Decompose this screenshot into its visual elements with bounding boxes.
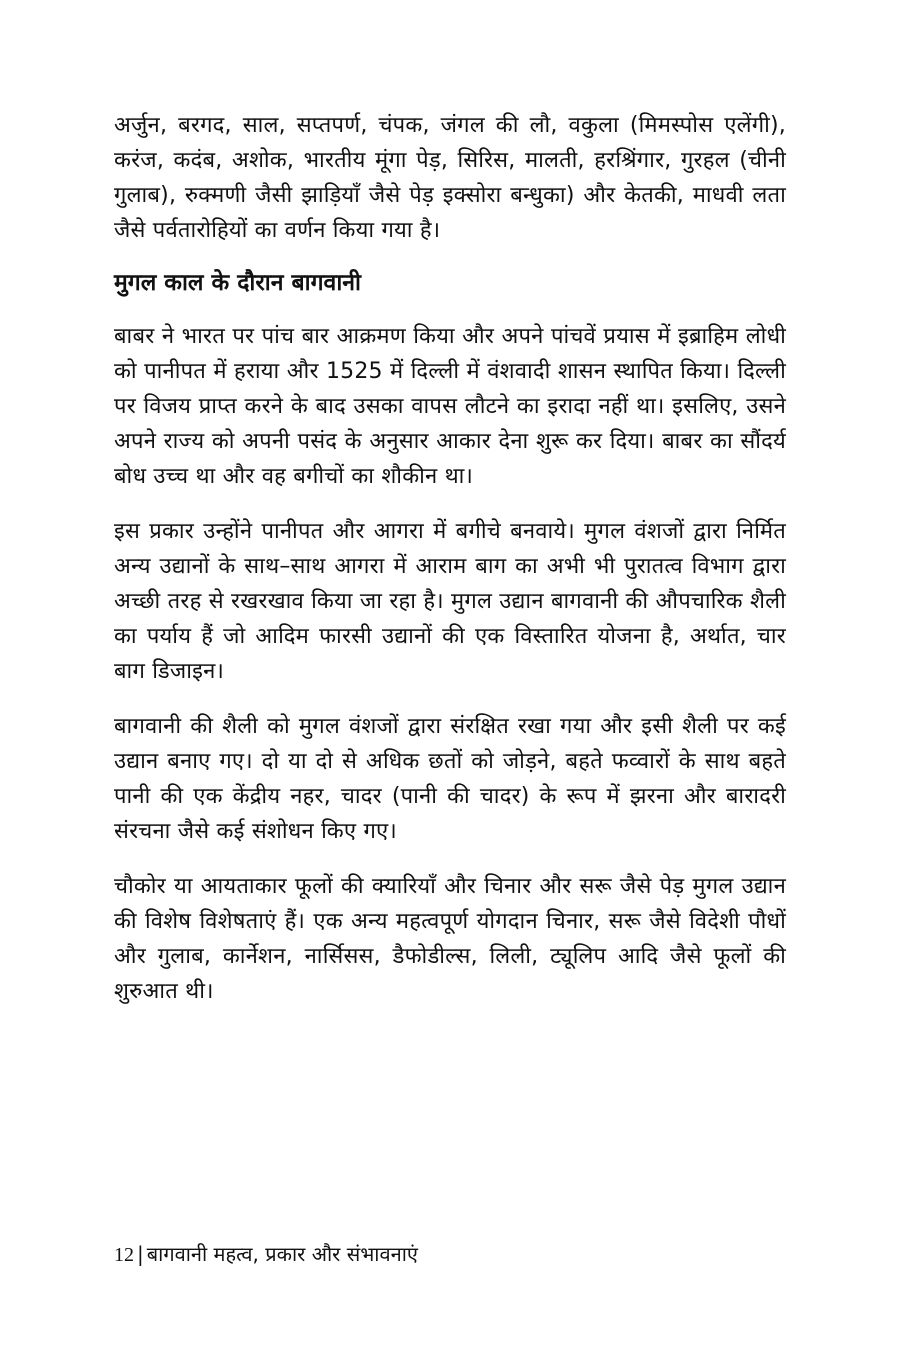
page-number: 12 [114,1244,134,1266]
paragraph-style: बागवानी की शैली को मुगल वंशजों द्वारा संरक्षित रखा गया और इसी शैली पर कई उद्यान बनाए गए। दो या दो से अधिक छतों को जोड़ने, बहते फव्वारों के साथ बहते पानी की एक केंद्रीय नहर, चादर (पानी की चादर) के रूप में झरना और बारादरी संरचना जैसे कई संशोधन किए गए। [114,714,786,844]
page-footer [114,1240,418,1269]
section-heading: मुगल काल के दौरान बागवानी [114,270,362,296]
page-body [114,108,786,1009]
paragraph-features: चौकोर या आयताकार फूलों की क्यारियाँ और चिनार और सरू जैसे पेड़ मुगल उद्यान की विशेष विशेषताएं हैं। एक अन्य महत्वपूर्ण योगदान चिनार, सरू जैसे विदेशी पौधों और गुलाब, कार्नेशन, नार्सिसस, डैफोडील्स, लिली, ट्यूलिप आदि जैसे फूलों की शुरुआत थी। [114,874,786,1004]
footer-separator: | [137,1242,144,1266]
paragraph-gardens: इस प्रकार उन्होंने पानीपत और आगरा में बगीचे बनवाये। मुगल वंशजों द्वारा निर्मित अन्य उद्यानों के साथ–साथ आगरा में आराम बाग का अभी भी पुरातत्व विभाग द्वारा अच्छी तरह से रखरखाव किया जा रहा है। मुगल उद्यान बागवानी की औपचारिक शैली का पर्याय हैं जो आदिम फारसी उद्यानों की एक विस्तारित योजना है, अर्थात, चार बाग डिजाइन। [114,519,786,684]
book-title: बागवानी महत्व, प्रकार और संभावनाएं [146,1242,418,1266]
paragraph-plant-list: अर्जुन, बरगद, साल, सप्तपर्ण, चंपक, जंगल की लौ, वकुला (मिमस्पोस एलेंगी), करंज, कदंब, अशोक, भारतीय मूंगा पेड़, सिरिस, मालती, हरश्रिंगार, गुरहल (चीनी गुलाब), रुक्मणी जैसी झाड़ियाँ जैसे पेड़ इक्सोरा बन्धुका) और केतकी, माधवी लता जैसे पर्वतारोहियों का वर्णन किया गया है। [114,113,786,243]
paragraph-babur: बाबर ने भारत पर पांच बार आक्रमण किया और अपने पांचवें प्रयास में इब्राहिम लोधी को पानीपत में हराया और 1525 में दिल्ली में वंशवादी शासन स्थापित किया। दिल्ली पर विजय प्राप्त करने के बाद उसका वापस लौटने का इरादा नहीं था। इसलिए, उसने अपने राज्य को अपनी पसंद के अनुसार आकार देना शुरू कर दिया। बाबर का सौंदर्य बोध उच्च था और वह बगीचों का शौकीन था। [114,324,786,489]
